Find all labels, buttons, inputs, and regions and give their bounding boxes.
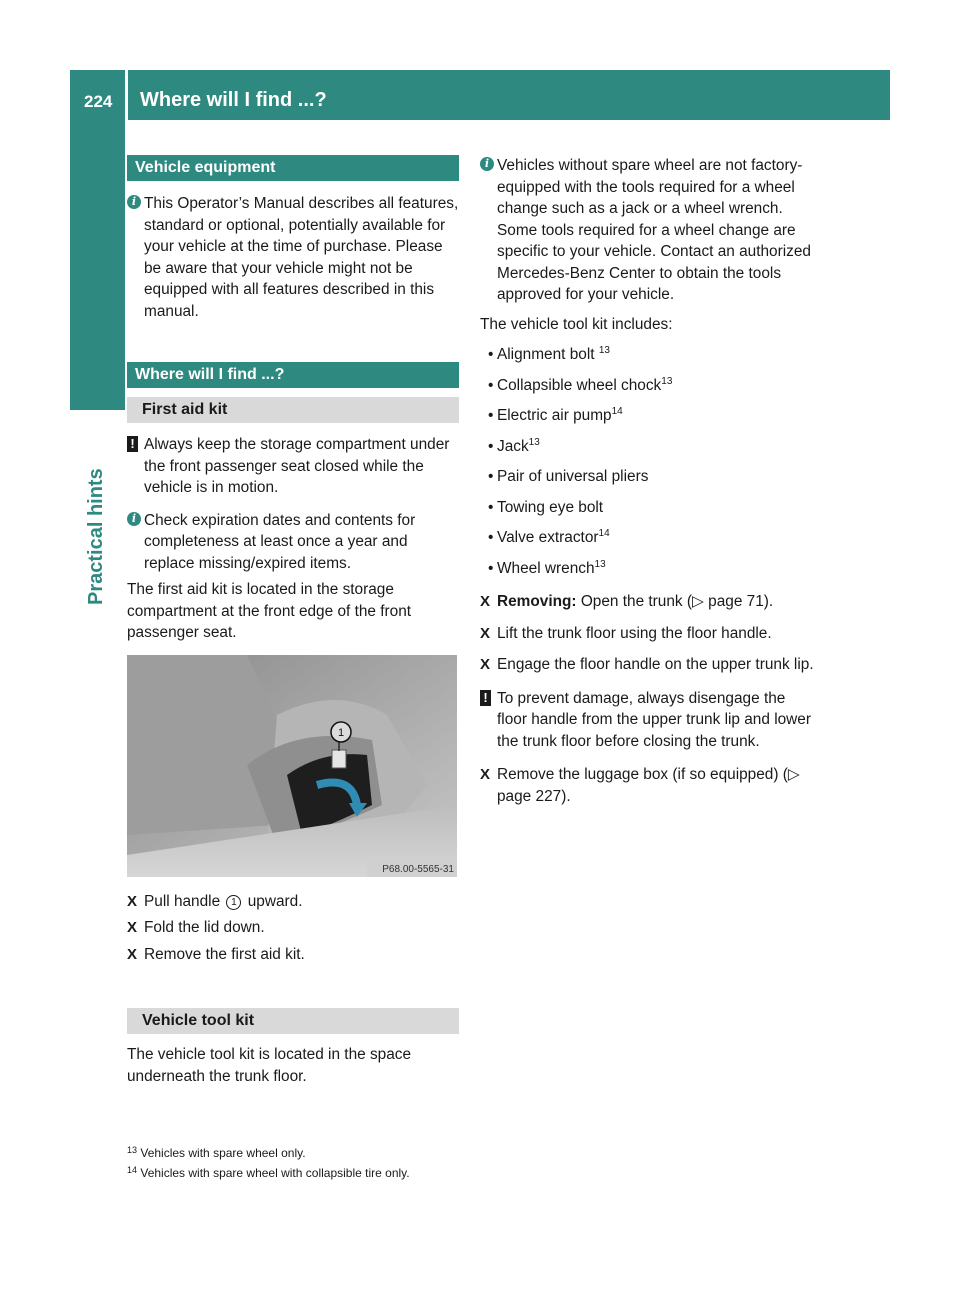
step-text: Remove the luggage box (if so equipped) (▷ page 227). xyxy=(497,766,800,805)
info-note-text: This Operator’s Manual describes all features, standard or optional, potentially available for your vehicle at the time of purchase. Please be aware that your vehicle might not be equipped with all features described in this manual. xyxy=(144,195,459,320)
warning-icon: ! xyxy=(480,690,491,706)
side-tab-box xyxy=(70,120,125,410)
step-arrow-icon: X xyxy=(127,892,138,910)
info-icon: i xyxy=(127,195,141,209)
left-column xyxy=(127,155,459,1087)
bullet-icon: • xyxy=(488,407,494,424)
warning-icon: ! xyxy=(127,436,138,452)
right-column xyxy=(480,155,815,807)
list-item: • Alignment bolt $^{13}$ xyxy=(480,344,815,366)
warning-text: Always keep the storage compartment under the front passenger seat closed while the vehicle is in motion. xyxy=(144,436,450,496)
side-tab-label: Practical hints xyxy=(85,468,107,605)
step-text: Lift the trunk floor using the floor handle. xyxy=(497,624,772,642)
page-title: Where will I find ...? xyxy=(140,89,327,111)
list-item: • Electric air pump$^{14}$ xyxy=(480,405,815,427)
info-note-text: Check expiration dates and contents for completeness at least once a year and replace missing/expired items. xyxy=(144,511,416,572)
photo-code: P68.00-5565-31 xyxy=(382,863,454,875)
warning-text: To prevent damage, always disengage the floor handle from the upper trunk lip and lower the trunk floor before closing the trunk. xyxy=(497,689,811,750)
tool-kit-intro: The vehicle tool kit includes: xyxy=(480,315,673,333)
page-number: 224 xyxy=(84,92,113,111)
step-arrow-icon: X xyxy=(127,945,138,963)
list-item: • Pair of universal pliers xyxy=(480,466,815,488)
step-text: Fold the lid down. xyxy=(144,919,265,936)
step-arrow-icon: X xyxy=(480,593,491,610)
info-icon: i xyxy=(480,157,494,171)
step-removing xyxy=(480,591,815,613)
section-heading-where: Where will I find ...? xyxy=(127,362,459,388)
bullet-icon: • xyxy=(488,437,494,455)
info-note-spare-wheel xyxy=(480,155,815,306)
step-remove-kit xyxy=(127,944,459,966)
step-remove-luggage xyxy=(480,764,815,807)
list-item: • Wheel wrench$^{13}$ xyxy=(480,558,815,580)
subheading-tool-kit: Vehicle tool kit xyxy=(127,1008,459,1034)
step-text: Remove the first aid kit. xyxy=(144,945,305,963)
step-arrow-icon: X xyxy=(480,656,491,673)
subheading-first-aid: First aid kit xyxy=(127,397,459,423)
bullet-icon: • xyxy=(488,559,494,577)
list-item: • Towing eye bolt xyxy=(480,497,815,519)
step-text: upward. xyxy=(247,892,303,910)
step-text: Open the trunk (▷ page 71). xyxy=(580,593,774,610)
step-text: Engage the floor handle on the upper trunk lip. xyxy=(497,656,814,673)
list-item: • Jack$^{13}$ xyxy=(480,436,815,458)
callout-number-icon: 1 xyxy=(226,895,241,910)
step-arrow-icon: X xyxy=(480,766,491,783)
step-arrow-icon: X xyxy=(480,624,491,642)
header-separator xyxy=(125,70,128,120)
step-lift-floor xyxy=(480,623,815,645)
seat-illustration xyxy=(127,655,457,877)
bullet-icon: • xyxy=(488,498,494,516)
step-text: Pull handle xyxy=(144,892,221,910)
warning-note-damage xyxy=(480,688,815,753)
step-arrow-icon: X xyxy=(127,919,138,936)
bullet-icon: • xyxy=(488,468,494,485)
bullet-icon: • xyxy=(488,346,494,363)
photo-callout-1: 1 xyxy=(337,726,345,739)
bullet-icon: • xyxy=(488,529,494,546)
footnotes xyxy=(127,1143,627,1184)
tool-list xyxy=(480,344,815,579)
first-aid-location-text: The first aid kit is located in the storage compartment at the front edge of the front passenger seat. xyxy=(127,581,412,641)
step-label: Removing: xyxy=(497,593,577,610)
tool-kit-location-text: The vehicle tool kit is located in the space underneath the trunk floor. xyxy=(127,1046,412,1085)
step-fold-lid xyxy=(127,917,459,939)
section-heading-vehicle-equipment: Vehicle equipment xyxy=(127,155,459,181)
footnote: $^{13}$ Vehicles with spare wheel only. xyxy=(127,1145,306,1160)
step-engage-handle xyxy=(480,654,815,676)
info-note-equipment xyxy=(127,193,459,322)
list-item: • Valve extractor$^{14}$ xyxy=(480,527,815,549)
list-item: • Collapsible wheel chock$^{13}$ xyxy=(480,375,815,397)
bullet-icon: • xyxy=(488,376,494,394)
info-note-expiration xyxy=(127,510,459,575)
step-pull-handle xyxy=(127,891,459,913)
seat-photo xyxy=(127,655,457,877)
info-icon: i xyxy=(127,512,141,526)
warning-note-storage xyxy=(127,434,459,499)
footnote: $^{14}$ Vehicles with spare wheel with collapsible tire only. xyxy=(127,1165,410,1180)
info-note-text: Vehicles without spare wheel are not factory-equipped with the tools required for a wheel change such as a jack or a wheel wrench. Some tools required for a wheel change are specific to your vehicle. Contact an authorized Mercedes-Benz Center to obtain the tools approved for your vehicle. xyxy=(497,157,811,303)
